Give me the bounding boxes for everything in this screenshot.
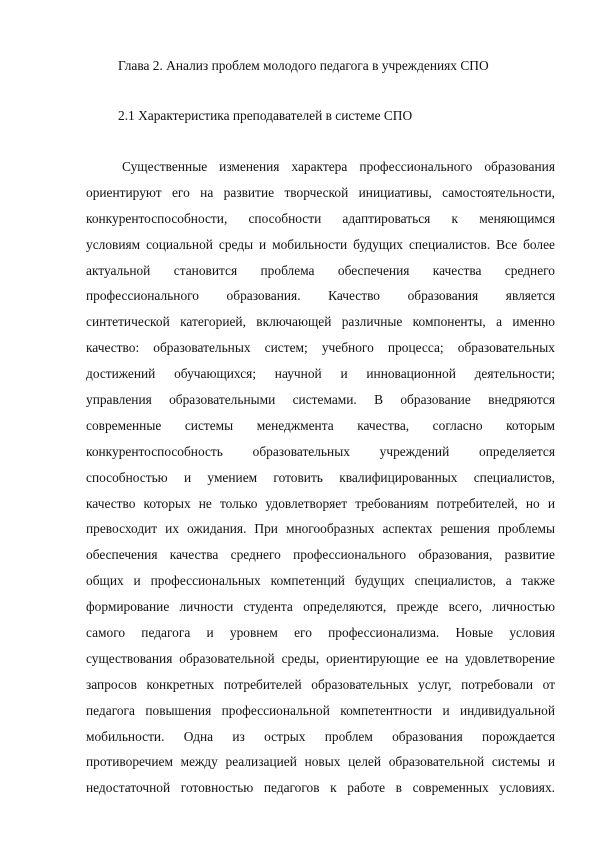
paragraph-line: синтетической категорией, включающей различные компоненты, а именно [86,314,555,330]
paragraph-line: обеспечения качества среднего профессионального образования, развитие [86,547,555,563]
paragraph-line: противоречием между реализацией новых целей образовательной системы и [86,754,555,770]
paragraph-line: общих и профессиональных компетенций будущих специалистов, а также [86,573,555,589]
paragraph-line: существования образовательной среды, ориентирующие ее на удовлетворение [86,650,555,666]
paragraph-line: актуальной становится проблема обеспечения качества среднего [86,262,555,278]
chapter-heading: Глава 2. Анализ проблем молодого педагога в учреждениях СПО [118,58,489,73]
paragraph-line: конкурентоспособность образовательных учреждений определяется [86,443,555,459]
paragraph-line: достижений обучающихся; научной и инновационной деятельности; [86,366,555,382]
paragraph-line: превосходит их ожидания. При многообразных аспектах решения проблемы [86,521,555,537]
paragraph-line: конкурентоспособности, способности адаптироваться к меняющимся [86,210,555,226]
paragraph-line: Существенные изменения характера профессионального образования [122,159,555,174]
paragraph-line: педагога повышения профессиональной компетентности и индивидуальной [86,702,555,718]
paragraph-line: самого педагога и уровнем его профессионализма. Новые условия [86,625,555,641]
paragraph-line: способностью и умением готовить квалифицированных специалистов, [86,469,555,485]
paragraph-line: качество: образовательных систем; учебного процесса; образовательных [86,340,555,356]
body-paragraph [86,154,555,801]
section-heading: 2.1 Характеристика преподавателей в системе СПО [118,108,413,123]
paragraph-line: условиям социальной среды и мобильности будущих специалистов. Все более [86,236,555,252]
paragraph-line: профессионального образования. Качество образования является [86,288,555,304]
paragraph-line: управления образовательными системами. В образование внедряются [86,392,555,408]
paragraph-line: современные системы менеджмента качества, согласно которым [86,417,555,433]
paragraph-line: качество которых не только удовлетворяет требованиям потребителей, но и [86,495,555,511]
paragraph-line: ориентируют его на развитие творческой инициативы, самостоятельности, [86,184,555,200]
paragraph-line: формирование личности студента определяются, прежде всего, личностью [86,599,555,615]
paragraph-line: мобильности. Одна из острых проблем образования порождается [86,728,555,744]
paragraph-line: недостаточной готовностью педагогов к работе в современных условиях. [86,780,555,796]
paragraph-line: запросов конкретных потребителей образовательных услуг, потребовали от [86,676,555,692]
